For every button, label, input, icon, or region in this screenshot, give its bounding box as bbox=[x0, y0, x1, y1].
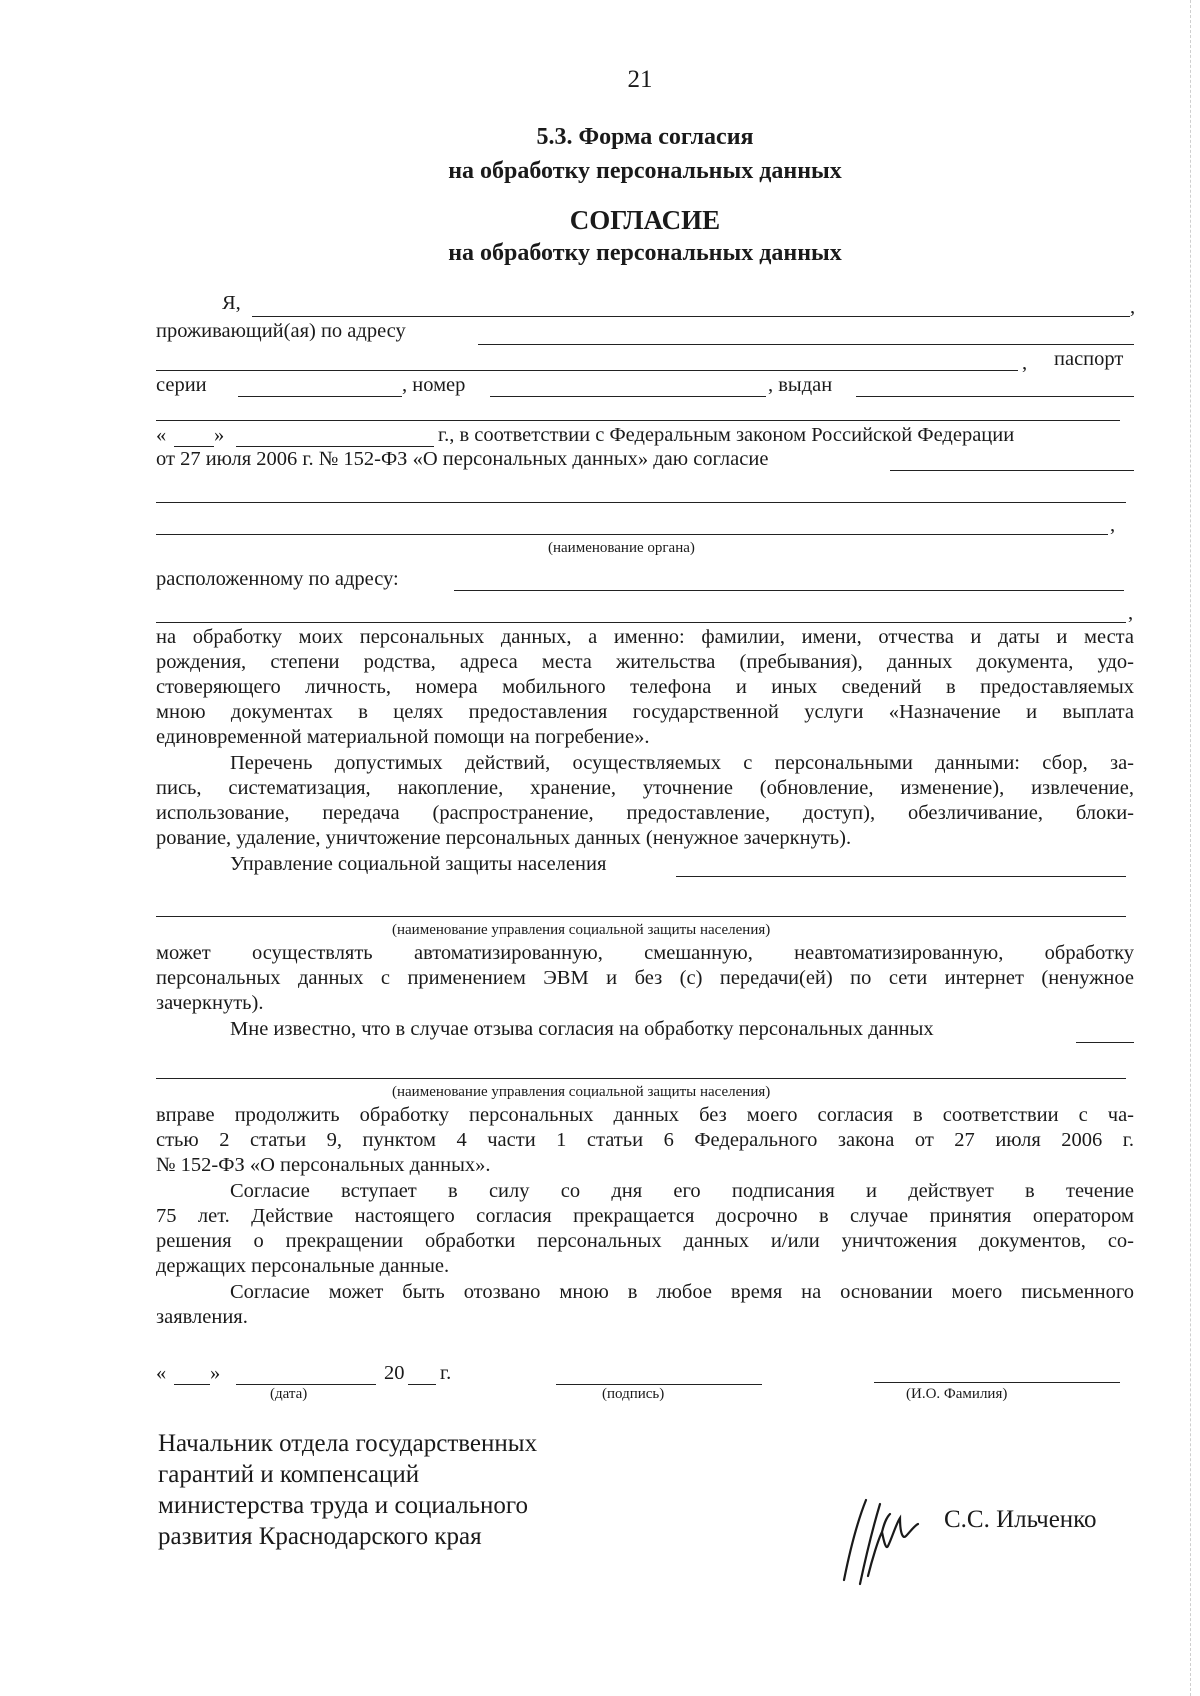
paragraph-6-line: Согласие может быть отозвано мною в любое время на основании моего письменного bbox=[230, 1281, 1134, 1303]
management-line: Управление социальной защиты населения bbox=[230, 853, 607, 875]
comma-3: , bbox=[1110, 514, 1116, 536]
paragraph-3-line: может осуществлять автоматизированную, смешанную, неавтоматизированную, обработку bbox=[156, 942, 1134, 964]
footer-day-field[interactable] bbox=[174, 1384, 210, 1385]
paragraph-2-line: Перечень допустимых действий, осуществляемых с персональными данными: сбор, за- bbox=[230, 752, 1134, 774]
issued-field[interactable] bbox=[856, 396, 1134, 397]
full-name-field[interactable] bbox=[252, 316, 1130, 317]
date-law-text: г., в соответствии с Федеральным законом Российской Федерации bbox=[438, 424, 1015, 446]
paragraph-1-line: единовременной материальной помощи на погребение». bbox=[156, 726, 650, 748]
management-field-2[interactable] bbox=[156, 916, 1126, 917]
paragraph-6-line: заявления. bbox=[156, 1306, 248, 1328]
paragraph-2-line: рование, удаление, уничтожение персональных данных (ненужное зачеркнуть). bbox=[156, 827, 852, 849]
position-line: министерства труда и социального bbox=[158, 1492, 528, 1519]
ya-label: Я, bbox=[222, 292, 241, 314]
paragraph-5-line: Согласие вступает в силу со дня его подписания и действует в течение bbox=[230, 1180, 1134, 1202]
paragraph-5-line: решения о прекращении обработки персональных данных и/или уничтожения документов, со- bbox=[156, 1230, 1134, 1252]
handwritten-signature bbox=[820, 1480, 940, 1590]
organ-field-2[interactable] bbox=[156, 534, 1108, 535]
footer-month-field[interactable] bbox=[236, 1384, 376, 1385]
date-quote-open: « bbox=[156, 424, 167, 446]
passport-label: паспорт bbox=[1054, 348, 1124, 370]
management-field[interactable] bbox=[676, 876, 1126, 877]
footer-year-field[interactable] bbox=[408, 1384, 436, 1385]
signatory-position bbox=[158, 1428, 537, 1552]
management-field-3[interactable] bbox=[1076, 1042, 1134, 1043]
paragraph-3-line: персональных данных с применением ЭВМ и без (с) передачи(ей) по сети интернет (ненужное bbox=[156, 967, 1134, 989]
paragraph-1-line: мною документах в целях предоставления государственной услуги «Назначение и выплата bbox=[156, 701, 1134, 723]
series-field[interactable] bbox=[238, 396, 402, 397]
organ-address-field-2[interactable] bbox=[156, 622, 1126, 623]
number-label: , номер bbox=[402, 374, 466, 396]
comma-4: , bbox=[1128, 602, 1134, 624]
date-quote-close: » bbox=[214, 424, 225, 446]
number-field[interactable] bbox=[490, 396, 766, 397]
footer-year-suffix: г. bbox=[440, 1362, 452, 1384]
management-caption-1: (наименование управления социальной защиты населения) bbox=[392, 922, 771, 938]
document-title: СОГЛАСИЕ bbox=[569, 205, 721, 235]
organ-address-field[interactable] bbox=[454, 590, 1124, 591]
footer-year-prefix: 20 bbox=[384, 1362, 405, 1384]
footer-quote-open: « bbox=[156, 1362, 167, 1384]
management-caption-2: (наименование управления социальной защиты населения) bbox=[392, 1084, 771, 1100]
page-number: 21 bbox=[627, 66, 653, 93]
comma-1: , bbox=[1130, 296, 1136, 318]
series-label: серии bbox=[156, 374, 207, 396]
organ-field-1[interactable] bbox=[156, 502, 1126, 503]
paragraph-1-line: рождения, степени родства, адреса места жительства (пребывания), данных документа, удо- bbox=[156, 651, 1134, 673]
section-subtitle: на обработку персональных данных bbox=[448, 158, 842, 184]
paragraph-1-line: на обработку моих персональных данных, а именно: фамилии, имени, отчества и даты и места bbox=[156, 626, 1134, 648]
paragraph-4-line: стью 2 статьи 9, пунктом 4 части 1 статьи 6 Федерального закона от 27 июля 2006 г. bbox=[156, 1129, 1134, 1151]
paragraph-4-line: вправе продолжить обработку персональных данных без моего согласия в соответствии с ча- bbox=[156, 1104, 1134, 1126]
organ-caption: (наименование органа) bbox=[548, 540, 695, 556]
date-caption: (дата) bbox=[270, 1386, 308, 1402]
name-caption: (И.О. Фамилия) bbox=[906, 1386, 1008, 1402]
paragraph-2-line: использование, передача (распространение, предоставление, доступ), обезличивание, блоки- bbox=[156, 802, 1134, 824]
section-title: 5.3. Форма согласия bbox=[536, 124, 754, 150]
management-field-4[interactable] bbox=[156, 1078, 1126, 1079]
position-line: гарантий и компенсаций bbox=[158, 1461, 420, 1488]
law-line: от 27 июля 2006 г. № 152-ФЗ «О персональных данных» даю согласие bbox=[156, 448, 769, 470]
position-line: Начальник отдела государственных bbox=[158, 1430, 538, 1457]
paragraph-4-line: № 152-ФЗ «О персональных данных». bbox=[156, 1154, 491, 1176]
signature-caption: (подпись) bbox=[602, 1386, 665, 1402]
paragraph-5-line: держащих персональные данные. bbox=[156, 1255, 450, 1277]
name-field[interactable] bbox=[874, 1382, 1120, 1383]
footer-quote-close: » bbox=[210, 1362, 221, 1384]
issued-field-2[interactable] bbox=[156, 420, 1120, 421]
paragraph-5-line: 75 лет. Действие настоящего согласия прекращается досрочно в случае принятия оператором bbox=[156, 1205, 1134, 1227]
paragraph-2-line: пись, систематизация, накопление, хранение, уточнение (обновление, изменение), извлечение, bbox=[156, 777, 1134, 799]
signatory-name: С.С. Ильченко bbox=[944, 1506, 1097, 1533]
address-field[interactable] bbox=[478, 344, 1134, 345]
month-field[interactable] bbox=[236, 446, 434, 447]
paragraph-3-line: зачеркнуть). bbox=[156, 992, 264, 1014]
address-field-2[interactable] bbox=[156, 370, 1018, 371]
paragraph-1-line: стоверяющего личность, номера мобильного телефона и иных сведений в предоставляемых bbox=[156, 676, 1134, 698]
address-label: проживающий(ая) по адресу bbox=[156, 320, 406, 342]
comma-2: , bbox=[1022, 352, 1028, 374]
located-address-label: расположенному по адресу: bbox=[156, 568, 399, 590]
known-line: Мне известно, что в случае отзыва согласия на обработку персональных данных bbox=[230, 1018, 934, 1040]
day-field[interactable] bbox=[174, 446, 214, 447]
signature-field[interactable] bbox=[556, 1384, 762, 1385]
document-subtitle: на обработку персональных данных bbox=[448, 240, 842, 266]
position-line: развития Краснодарского края bbox=[158, 1523, 482, 1550]
consent-recipient-field[interactable] bbox=[890, 470, 1134, 471]
issued-label: , выдан bbox=[768, 374, 833, 396]
